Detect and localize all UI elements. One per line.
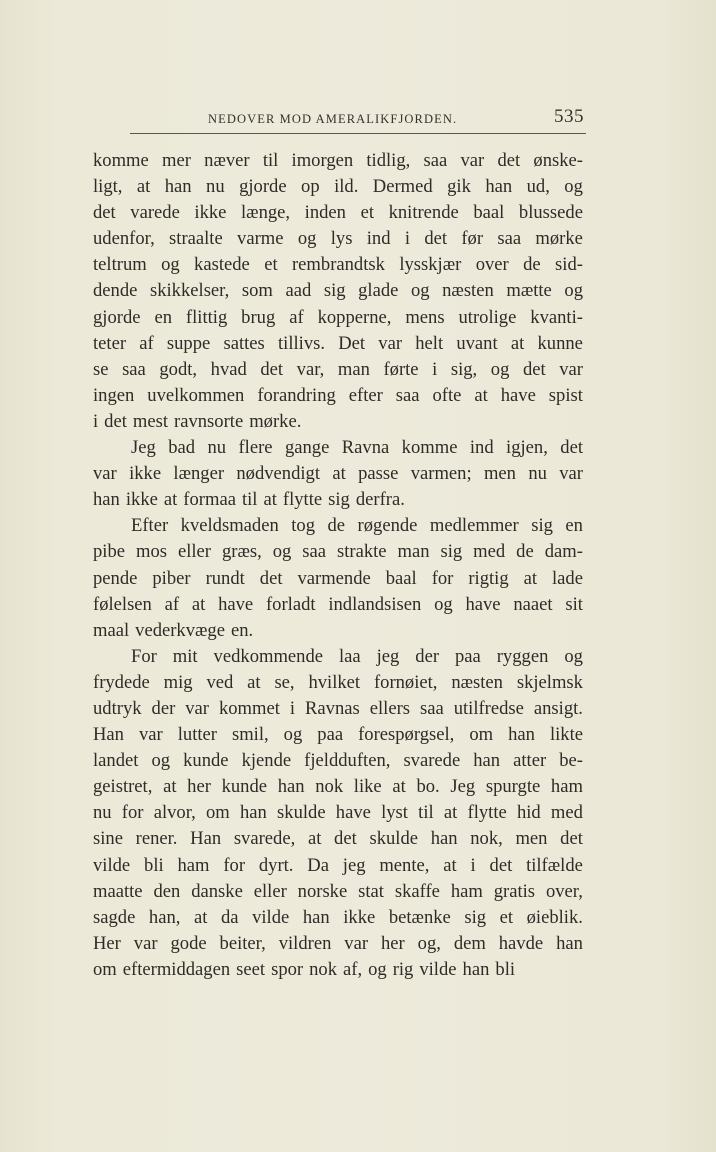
paragraph (93, 435, 583, 513)
text-line: Efter kveldsmaden tog de røgende medlemmer sig en (131, 515, 583, 537)
text-line: ingen uvelkommen forandring efter saa ofte at have spist (93, 384, 583, 406)
running-head: NEDOVER MOD AMERALIKFJORDEN. (208, 112, 458, 126)
text-line: pibe mos eller græs, og saa strakte man sig med de dam- (93, 541, 583, 563)
text-line: udtryk der var kommet i Ravnas ellers saa utilfredse ansigt. (93, 697, 583, 719)
text-line: For mit vedkommende laa jeg der paa ryggen og (131, 645, 583, 667)
text-line: gjorde en flittig brug af kopperne, mens utrolige kvanti- (93, 306, 583, 328)
text-line: se saa godt, hvad det var, man førte i sig, og det var (93, 358, 583, 380)
text-line: dende skikkelser, som aad sig glade og næsten mætte og (93, 280, 583, 302)
text-line: følelsen af at have forladt indlandsisen og have naaet sit (93, 593, 583, 615)
body-text (93, 148, 583, 983)
paragraph (93, 148, 583, 435)
text-line: nu for alvor, om han skulde have lyst til at flytte hid med (93, 802, 583, 824)
text-line: geistret, at her kunde han nok like at bo. Jeg spurgte ham (93, 776, 583, 798)
page-number: 535 (554, 106, 584, 127)
text-line: vilde bli ham for dyrt. Da jeg mente, at i det tilfælde (93, 854, 583, 876)
page-header (130, 106, 586, 136)
text-line: landet og kunde kjende fjeldduften, svarede han atter be- (93, 750, 583, 772)
text-line: udenfor, straalte varme og lys ind i det før saa mørke (93, 228, 583, 250)
text-line: sagde han, at da vilde han ikke betænke sig et øieblik. (93, 906, 583, 928)
text-line: han ikke at formaa til at flytte sig derfra. (93, 489, 405, 511)
text-line: i det mest ravnsorte mørke. (93, 410, 302, 432)
text-line: sine rener. Han svarede, at det skulde han nok, men det (93, 828, 583, 850)
text-line: ligt, at han nu gjorde op ild. Dermed gik han ud, og (93, 176, 583, 198)
text-line: maatte den danske eller norske stat skaffe ham gratis over, (93, 880, 583, 902)
text-line: pende piber rundt det varmende baal for rigtig at lade (93, 567, 583, 589)
text-line: det varede ikke længe, inden et knitrende baal blussede (93, 202, 583, 224)
text-line: Her var gode beiter, vildren var her og, dem havde han (93, 932, 583, 954)
paragraph (93, 644, 583, 983)
text-line: komme mer næver til imorgen tidlig, saa var det ønske- (93, 150, 583, 171)
text-line: frydede mig ved at se, hvilket fornøiet, næsten skjelmsk (93, 671, 583, 693)
text-line: maal vederkvæge en. (93, 619, 254, 641)
header-rule (130, 133, 586, 134)
text-line: Han var lutter smil, og paa forespørgsel, om han likte (93, 724, 583, 746)
paragraph (93, 513, 583, 643)
text-line: var ikke længer nødvendigt at passe varmen; men nu var (93, 463, 583, 485)
text-line: teter af suppe sattes tillivs. Det var helt uvant at kunne (93, 332, 583, 354)
text-line: teltrum og kastede et rembrandtsk lysskjær over de sid- (93, 254, 583, 276)
text-line: Jeg bad nu flere gange Ravna komme ind igjen, det (131, 437, 583, 459)
text-line: om eftermiddagen seet spor nok af, og rig vilde han bli (93, 958, 516, 980)
